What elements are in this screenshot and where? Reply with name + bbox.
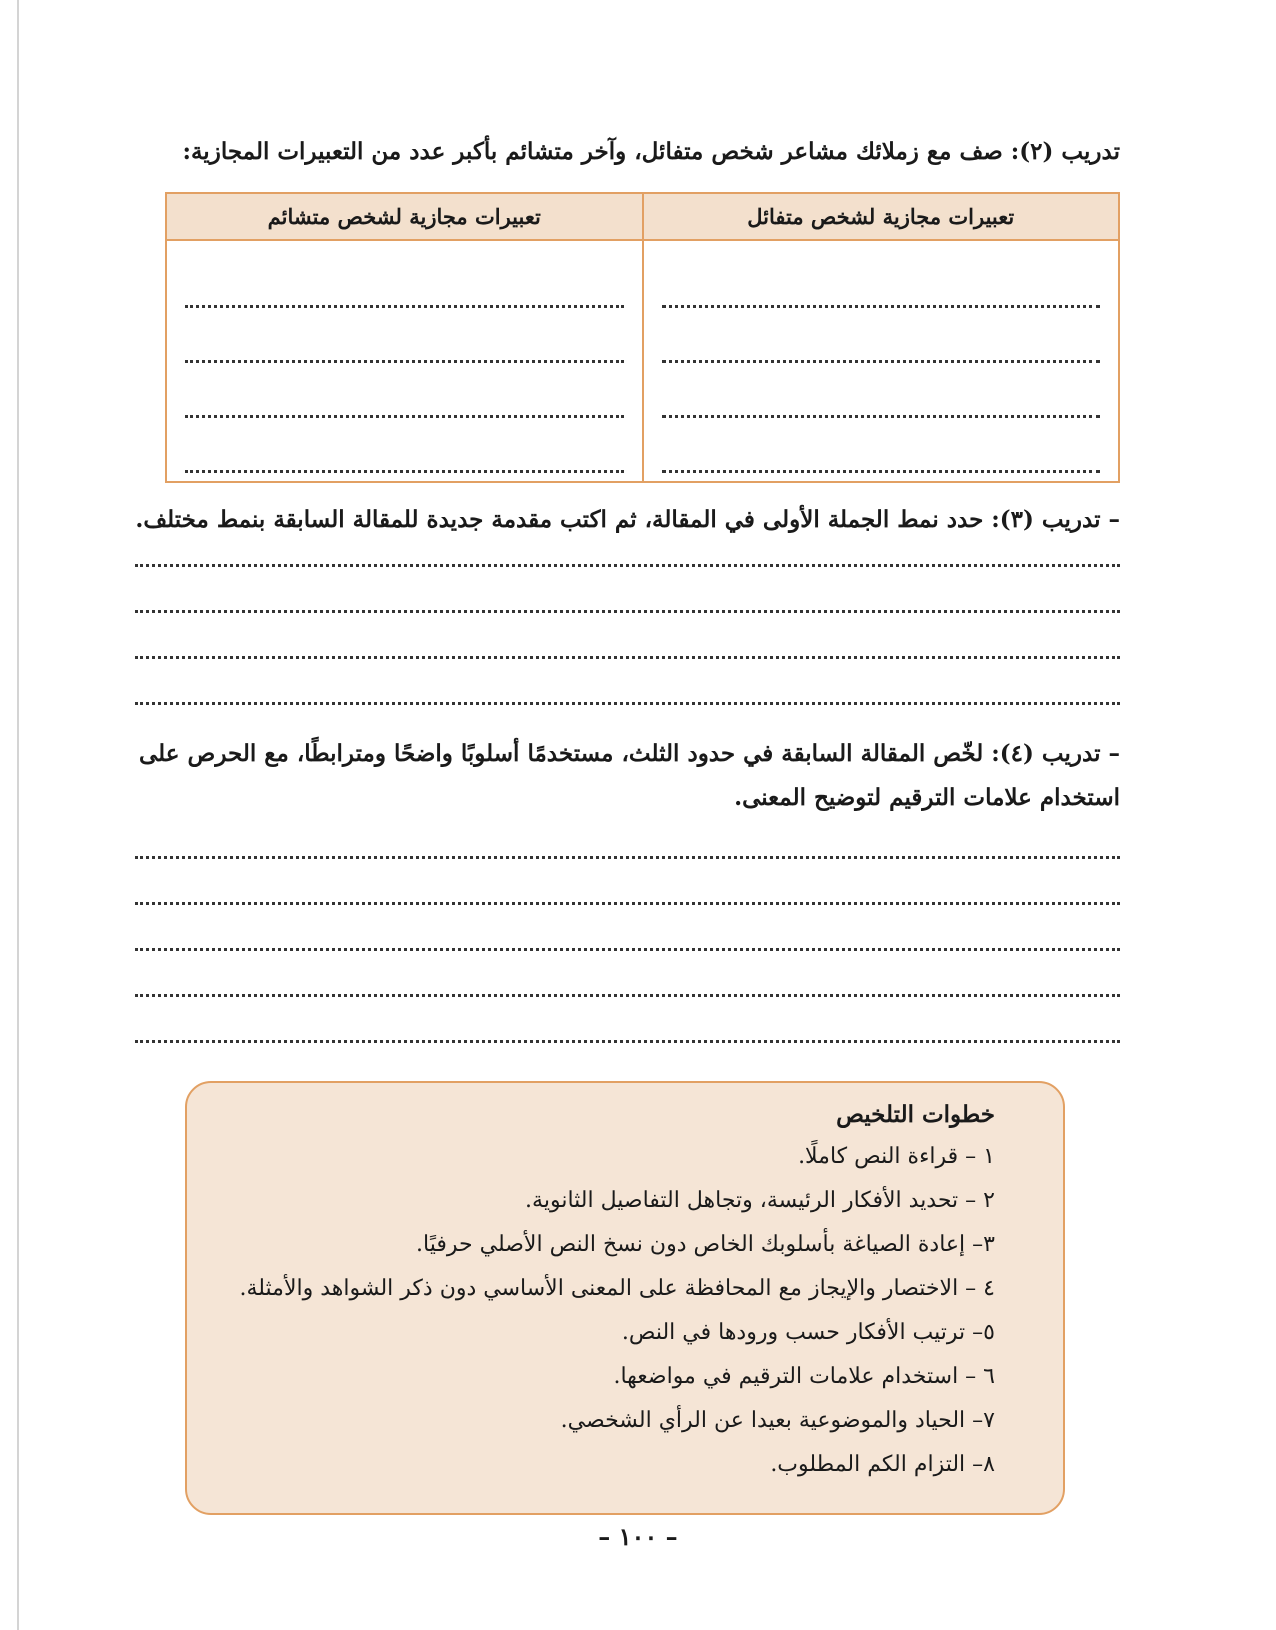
writing-line[interactable] <box>135 700 1120 705</box>
writing-line[interactable] <box>135 900 1120 905</box>
optimist-answer-cell[interactable] <box>643 240 1120 482</box>
summary-steps-title: خطوات التلخيص <box>836 1101 995 1128</box>
writing-line[interactable] <box>135 992 1120 997</box>
writing-line[interactable] <box>135 854 1120 859</box>
answer-line[interactable] <box>185 426 624 481</box>
writing-line[interactable] <box>135 654 1120 659</box>
exercise-3-title: – تدريب (٣): حدد نمط الجملة الأولى في المقالة، ثم اكتب مقدمة جديدة للمقالة السابقة بنمط مختلف. <box>135 506 1120 533</box>
exercise-2-title: تدريب (٢): صف مع زملائك مشاعر شخص متفائل، وآخر متشائم بأكبر عدد من التعبيرات المجازية: <box>182 138 1120 165</box>
summary-step: ٥– ترتيب الأفكار حسب ورودها في النص. <box>621 1320 995 1345</box>
summary-step: ١ – قراءة النص كاملًا. <box>798 1144 995 1169</box>
summary-step: ٣– إعادة الصياغة بأسلوبك الخاص دون نسخ النص الأصلي حرفيًا. <box>416 1232 995 1257</box>
answer-line[interactable] <box>662 261 1101 316</box>
writing-line[interactable] <box>135 946 1120 951</box>
page-margin-rule <box>17 0 19 1630</box>
writing-line[interactable] <box>135 1038 1120 1043</box>
summary-steps-box <box>185 1081 1065 1515</box>
summary-step: ٦ – استخدام علامات الترقيم في مواضعها. <box>613 1364 995 1389</box>
summary-step: ٤ – الاختصار والإيجاز مع المحافظة على المعنى الأساسي دون ذكر الشواهد والأمثلة. <box>239 1276 995 1301</box>
answer-line[interactable] <box>662 426 1101 481</box>
writing-line[interactable] <box>135 562 1120 567</box>
summary-step: ٨– التزام الكم المطلوب. <box>770 1452 995 1477</box>
writing-line[interactable] <box>135 608 1120 613</box>
exercise-4-title: – تدريب (٤): لخّص المقالة السابقة في حدود الثلث، مستخدمًا أسلوبًا واضحًا ومترابطًا، مع الحرص على استخدام علامات الترقيم لتوضيح المعنى. <box>139 740 1120 811</box>
answer-line[interactable] <box>662 316 1101 371</box>
answer-line[interactable] <box>185 316 624 371</box>
summary-step: ٢ – تحديد الأفكار الرئيسة، وتجاهل التفاصيل الثانوية. <box>525 1188 995 1213</box>
expressions-table <box>165 192 1120 483</box>
pessimist-answer-cell[interactable] <box>166 240 643 482</box>
header-pessimist: تعبيرات مجازية لشخص متشائم <box>166 193 643 240</box>
page-number: – ١٠٠ – <box>598 1522 678 1551</box>
summary-step: ٧– الحياد والموضوعية بعيدا عن الرأي الشخصي. <box>560 1408 995 1433</box>
answer-line[interactable] <box>662 371 1101 426</box>
answer-line[interactable] <box>185 371 624 426</box>
answer-line[interactable] <box>185 261 624 316</box>
header-optimist: تعبيرات مجازية لشخص متفائل <box>643 193 1120 240</box>
